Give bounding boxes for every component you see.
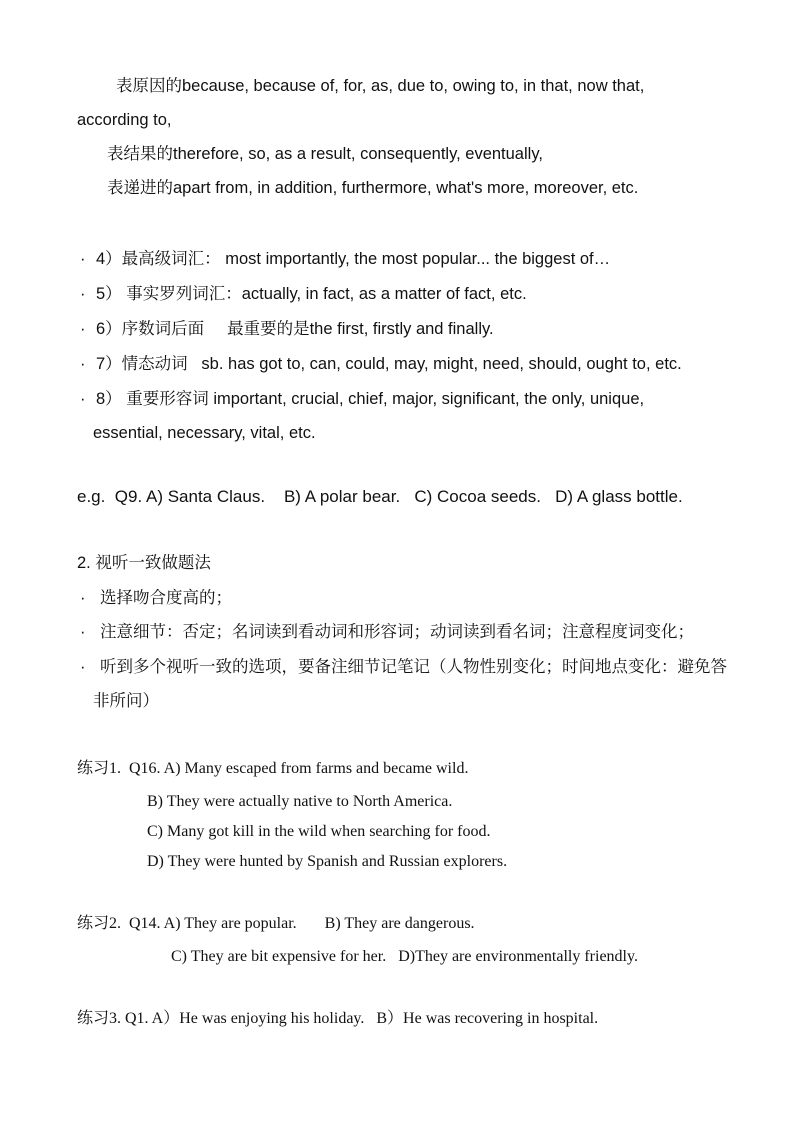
bullet: · <box>80 658 86 676</box>
method-2-tip-1 <box>80 588 232 608</box>
signal-item-6-text: 6）序数词后面 最重要的是the first, firstly and finally. <box>96 320 494 338</box>
exercise-1-option-a: 练习1. Q16. A) Many escaped from farms and became wild. <box>77 760 469 777</box>
bullet: · <box>80 320 86 338</box>
exercise-3-options-ab: 练习3. Q1. A）He was enjoying his holiday. B）He was recovering in hospital. <box>77 1010 599 1027</box>
method-2-heading: 2. 视听一致做题法 <box>77 554 211 572</box>
signal-item-5-text: 5） 事实罗列词汇：actually, in fact, as a matter of fact, etc. <box>96 285 527 303</box>
method-2-tip-1-text: 选择吻合度高的； <box>100 589 232 607</box>
example-question: e.g. Q9. A) Santa Claus. B) A polar bear. C) Cocoa seeds. D) A glass bottle. <box>77 487 683 506</box>
signal-item-8-text: 8） 重要形容词 important, crucial, chief, major, significant, the only, unique, <box>96 390 645 408</box>
exercise-2-options-ab: 练习2. Q14. A) They are popular. B) They are dangerous. <box>77 915 475 932</box>
method-2-tip-2 <box>80 622 694 642</box>
signal-item-7 <box>80 354 682 374</box>
bullet: · <box>80 285 86 303</box>
method-2-tip-3-text: 听到多个视听一致的选项，要备注细节记笔记（人物性别变化；时间地点变化：避免答 <box>100 658 727 676</box>
exercise-2-options-cd: C) They are bit expensive for her. D)They are environmentally friendly. <box>171 948 638 965</box>
result-connectives: 表结果的therefore, so, as a result, consequently, eventually, <box>107 145 543 163</box>
progression-connectives: 表递进的apart from, in addition, furthermore, what's more, moreover, etc. <box>107 179 639 197</box>
bullet: · <box>80 623 86 641</box>
exercise-1-option-c: C) Many got kill in the wild when searching for food. <box>147 823 491 840</box>
signal-item-4 <box>80 249 610 269</box>
cause-connectives-line2: according to, <box>77 111 172 129</box>
signal-item-4-text: 4）最高级词汇： most importantly, the most popular... the biggest of… <box>96 250 611 268</box>
method-2-tip-2-text: 注意细节：否定；名词读到看动词和形容词；动词读到看名词；注意程度词变化； <box>100 623 694 641</box>
bullet: · <box>80 355 86 373</box>
bullet: · <box>80 250 86 268</box>
signal-item-8 <box>80 389 644 409</box>
exercise-1-option-d: D) They were hunted by Spanish and Russian explorers. <box>147 853 508 870</box>
signal-item-6 <box>80 319 494 339</box>
bullet: · <box>80 390 86 408</box>
signal-item-8-continued: essential, necessary, vital, etc. <box>93 424 316 442</box>
method-2-tip-3-continued: 非所问） <box>93 692 159 710</box>
bullet: · <box>80 589 86 607</box>
signal-item-5 <box>80 284 527 304</box>
exercise-1-option-b: B) They were actually native to North America. <box>147 793 453 810</box>
cause-connectives-line1: 表原因的because, because of, for, as, due to, owing to, in that, now that, <box>116 77 645 95</box>
method-2-tip-3 <box>80 657 727 677</box>
signal-item-7-text: 7）情态动词 sb. has got to, can, could, may, might, need, should, ought to, etc. <box>96 355 682 373</box>
